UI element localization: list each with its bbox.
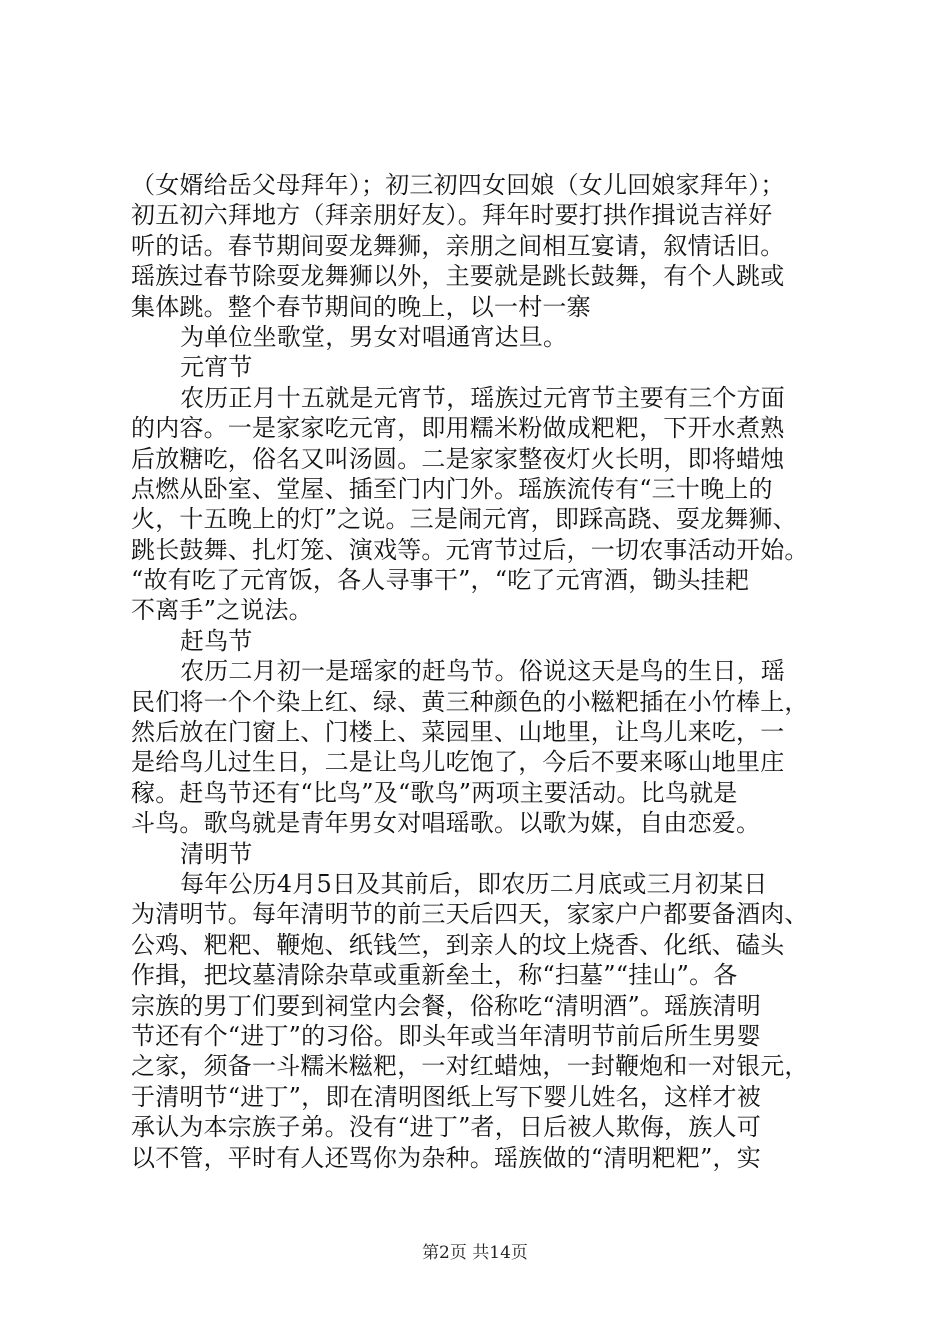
paragraph-line: 不离手”之说法。 [131,596,313,625]
paragraph-line: “故有吃了元宵饭，各人寻事干”，“吃了元宵酒，锄头挂耙 [131,566,750,595]
paragraph-line: 是给鸟儿过生日，二是让鸟儿吃饱了，今后不要来啄山地里庄 [131,748,785,777]
document-body [131,170,837,1173]
paragraph-line: 公鸡、粑粑、鞭炮、纸钱竺，到亲人的坟上烧香、化纸、磕头 [131,930,785,959]
paragraph-line: 然后放在门窗上、门楼上、菜园里、山地里，让鸟儿来吃，一 [131,718,785,747]
paragraph-line: 稼。赶鸟节还有“比鸟”及“歌鸟”两项主要活动。比鸟就是 [131,778,738,807]
paragraph-line: 跳长鼓舞、扎灯笼、演戏等。元宵节过后，一切农事活动开始。 [131,535,809,564]
paragraph-line-indented: 农历二月初一是瑶家的赶鸟节。俗说这天是鸟的生日，瑶 [180,657,785,686]
paragraph-line-indented: 为单位坐歌堂，男女对唱通宵达旦。 [180,322,568,351]
paragraph-line: 集体跳。整个春节期间的晚上，以一村一寨 [131,292,591,321]
paragraph-line: 宗族的男丁们要到祠堂内会餐，俗称吃“清明酒”。瑶族清明 [131,991,761,1020]
paragraph-line-indented: 元宵节 [180,353,253,382]
paragraph-line-indented: 每年公历4月5日及其前后，即农历二月底或三月初某日 [180,869,768,898]
paragraph-line: 以不管，平时有人还骂你为杂种。瑶族做的“清明粑粑”，实 [131,1143,761,1172]
paragraph-line-indented: 农历正月十五就是元宵节，瑶族过元宵节主要有三个方面 [180,383,785,412]
paragraph-line-indented: 清明节 [180,839,253,868]
paragraph-line-indented: 赶鸟节 [180,626,253,655]
paragraph-line: 之家，须备一斗糯米糍粑，一对红蜡烛，一封鞭炮和一对银元， [131,1052,809,1081]
paragraph-line: 火，十五晚上的灯”之说。三是闹元宵，即踩高跷、耍龙舞狮、 [131,505,797,534]
paragraph-line: 节还有个“进丁”的习俗。即头年或当年清明节前后所生男婴 [131,1021,761,1050]
paragraph-line: 后放糖吃，俗名又叫汤圆。二是家家整夜灯火长明，即将蜡烛 [131,444,785,473]
paragraph-line: 民们将一个个染上红、绿、黄三种颜色的小糍粑插在小竹棒上， [131,687,809,716]
page-footer: 第2页 共14页 [422,1243,528,1263]
paragraph-line: 初五初六拜地方（拜亲朋好友）。拜年时要打拱作揖说吉祥好 [131,201,773,230]
paragraph-line: 点燃从卧室、堂屋、插至门内门外。瑶族流传有“三十晚上的 [131,474,773,503]
paragraph-line: 于清明节“进丁”，即在清明图纸上写下婴儿姓名，这样才被 [131,1082,761,1111]
paragraph-line: 斗鸟。歌鸟就是青年男女对唱瑶歌。以歌为媒，自由恋爱。 [131,809,761,838]
paragraph-line: 承认为本宗族子弟。没有“进丁”者，日后被人欺侮，族人可 [131,1113,761,1142]
paragraph-line: 为清明节。每年清明节的前三天后四天，家家户户都要备酒肉、 [131,900,809,929]
paragraph-line: （女婿给岳父母拜年）；初三初四女回娘（女儿回娘家拜年）； [131,171,785,199]
paragraph-line: 作揖，把坟墓清除杂草或重新垒土，称“扫墓”“挂山”。各 [131,961,738,990]
paragraph-line: 瑶族过春节除耍龙舞狮以外，主要就是跳长鼓舞，有个人跳或 [131,262,785,291]
paragraph-line: 的内容。一是家家吃元宵，即用糯米粉做成粑粑，下开水煮熟 [131,414,785,443]
paragraph-line: 听的话。春节期间耍龙舞狮，亲朋之间相互宴请，叙情话旧。 [131,231,785,260]
